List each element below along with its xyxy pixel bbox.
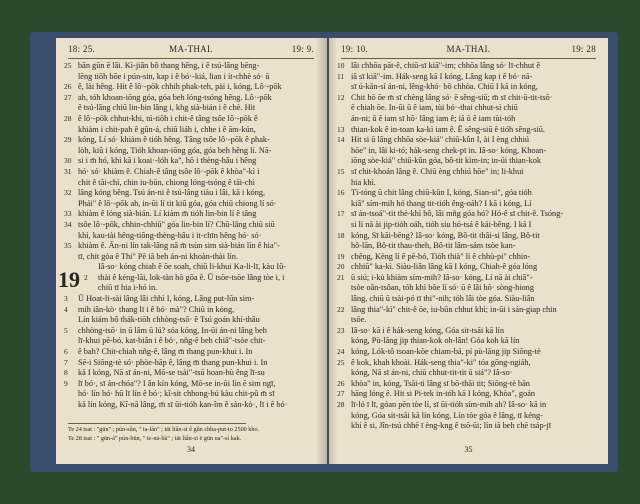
left-header-title: MA-THAI.: [169, 44, 213, 54]
verse-text: ê, lài hêng. Hit ê lô·-pōk chhih phak-teh, pài i, kóng, Lô·-pōk: [78, 82, 282, 92]
text-line: [337, 379, 602, 390]
text-line: [337, 347, 602, 358]
verse-number: 16: [337, 188, 345, 198]
text-line: [337, 252, 602, 263]
verse-number: 33: [64, 209, 72, 219]
page-number: 35: [464, 445, 473, 454]
verse-number: 8: [64, 368, 68, 378]
verse-text: kā lín kóng, Kî-nā lâng, m̄ sī ūi-tióh kan-îm ê sàn-kò·, lī i ê bó·: [78, 400, 288, 409]
verse-text: ē chiah ōe. In-ūi ū ê iam, tùi bó·-thai chhut-sì chiū: [351, 103, 518, 113]
footnote: Te 24 tsat : "gūn" ; pún-sûn, " ta-lán" ; tāt liân-sī ê gûn chha-put-to 2500 kho.: [68, 426, 260, 433]
footnote-rule: [68, 423, 246, 424]
verse-text: Ū Hoat-li-sài lâng lâi chhì I, kóng, Lâng put-lūn sim-: [78, 294, 255, 304]
verse-text: chiū tī hia i-hó in.: [98, 283, 158, 293]
text-line: [64, 347, 320, 358]
text-line: [337, 156, 602, 167]
text-line: [64, 336, 320, 347]
text-line: [337, 199, 602, 210]
text-line: [337, 336, 602, 347]
text-line: [64, 400, 320, 411]
verse-text: iā sī kiā"-im. Hák-seng kā I kóng, Lâng kap i ê bó· nā-: [351, 71, 533, 81]
verse-number: 31: [64, 166, 72, 176]
text-line: [337, 273, 602, 284]
verse-text: thài ê kéng-lāi, lok-tàn hō gōa ê. Ū tsōe-tsōe lâng tòe i, i: [98, 272, 285, 282]
verse-number: 23: [337, 325, 345, 335]
verse-number: 14: [337, 135, 345, 145]
verse-text: mih iân-kò· thang lī i ê bó· mà"? Chiū in kóng,: [78, 304, 235, 314]
text-line: [64, 61, 320, 72]
verse-text: hô-lān, Bô-tit thau-theh, Bô-tit lâm-sám tsòe kan-: [351, 241, 516, 251]
text-line: [64, 252, 320, 263]
verse-number: 30: [64, 156, 72, 166]
verse-text: tsōe.: [351, 315, 367, 325]
page-number: 34: [187, 445, 195, 454]
verse-text: tsòe oân-tsôan, tóh khì bōe lí só· ū ê lâi hō· sòng-hiong: [351, 283, 534, 293]
verse-number: 22: [337, 304, 345, 314]
verse-text: lī bó·, sī án-chóa"? I ân kín kóng, Mō-se in-ūi lín ē sim ngī,: [78, 378, 276, 388]
verse-number: 17: [337, 209, 345, 219]
verse-text: án-ni; ū ê iam sī hō· lâng iam ê; iā ū ê iam tùi-tóh: [351, 113, 516, 123]
text-line: [64, 379, 320, 390]
verse-text: hó· só· khiàm ê. Chiah-ê tâng tsôe lô·-pōk ê khòa"-kì i: [78, 166, 260, 176]
verse-text: thian-kok ê in-toan ka-kì iam ê. Ē sêng-siū ê tióh sêng-siū.: [351, 124, 546, 134]
text-line: [64, 315, 320, 326]
verse-text: si i m̄ hó, khì kā i koai·-lóh ka", hō i thèng-hâu i hêng: [78, 156, 257, 166]
text-line: [64, 178, 320, 189]
text-line: [64, 220, 320, 231]
text-line: [337, 61, 602, 72]
right-header-rule: [341, 58, 596, 59]
verse-number: 34: [64, 219, 72, 229]
verse-number: 5: [64, 325, 68, 335]
text-line: [64, 209, 320, 220]
text-line: [64, 167, 320, 178]
verse-number: 12: [337, 92, 345, 102]
left-header-rule: [68, 58, 314, 59]
verse-number: 18: [337, 230, 345, 240]
text-line: [337, 315, 602, 326]
text-line: [337, 135, 602, 146]
verse-number: 9: [64, 378, 68, 388]
verse-number: 6: [64, 347, 68, 357]
verse-number: 26: [64, 82, 72, 92]
verse-text: kóng, Sī kāi-bēng? Iâ-so· kóng, Bô-tit thâi-si lâng, Bô-tit: [351, 230, 540, 240]
verse-text: lâng thia"-kì" chit-ê ōe, iu-būn chhut khì; in-ūi i sán-giap chin: [351, 304, 557, 314]
text-line: [337, 178, 602, 189]
right-page-text: [337, 61, 602, 432]
left-page-text: [64, 61, 320, 411]
verse-text: bān gūn ē lâi. Kì-jiân bô thang hêng, i ê tsú-lâng bēng-: [78, 61, 260, 70]
text-line: [64, 273, 320, 284]
left-header-ref-end: 19: 9.: [291, 44, 314, 54]
verse-text: chêng, Kèng lí ê pē-bó, Tióh thià" lí ê chhù-pi" chhin-: [351, 251, 531, 261]
text-line: [337, 72, 602, 83]
chapter-number: 19: [58, 267, 80, 292]
verse-number: 27: [64, 92, 72, 102]
text-line: [64, 241, 320, 252]
text-line: [337, 82, 602, 93]
verse-text: kóng, Pù-lāng jip thian-kok oh-lân! Góa koh kā lín: [351, 336, 520, 346]
verse-text: sī án-tsoá"-tit thè-khì bô, lâi mñg góa hó? Hó-ê sī chit-ê. Tsóng-: [351, 209, 564, 219]
right-header-title: MA-THAI.: [446, 44, 491, 54]
verse-number: 21: [337, 272, 345, 282]
verse-text: Phái" ê lô·-pōk ah, in-ūi lí tit kiû góa, góa chiū chiong lí só·: [78, 198, 277, 208]
verse-text: lēng tiōh bōe i pún-sin, kap i ê bó·-kiá, lian i ít-chhè só· ū: [78, 71, 270, 81]
verse-text: Chit hō ōe m̄ sī chèng lâng só· ē sêng-siū; m̄ sī chit-ū-tit-tsō·: [351, 92, 553, 102]
left-header-ref-start: 18: 25.: [68, 44, 96, 54]
verse-number: 25: [64, 61, 72, 70]
verse-text: chhòng-tsō· in ū lâm ū lú? sóa kóng, In-ūi án-ni lâng beh: [78, 325, 267, 335]
text-line: [64, 114, 320, 125]
verse-number: 26: [337, 378, 345, 388]
text-line: [64, 103, 320, 114]
verse-text: lâng kóng bêng. Tsú án-ni ê tsú-lâng tiàu i lâi, kā i kóng,: [78, 188, 266, 198]
right-page-header: [341, 44, 596, 56]
text-line: [337, 220, 602, 231]
text-line: [337, 283, 602, 294]
text-line: [337, 231, 602, 242]
text-line: [64, 72, 320, 83]
verse-text: Iâ-so· kā i ê hák-seng kóng, Góa sit-tsāi kā lín: [351, 325, 504, 335]
verse-text: kā I kóng, Nā sī án-ni, Mō-se tsài"-tsū hoan-hù êng lī-su: [78, 368, 265, 378]
text-line: [337, 294, 602, 305]
left-page-header: [68, 44, 314, 56]
text-line: [337, 125, 602, 136]
verse-number: 10: [337, 61, 345, 70]
verse-text: kiâ" sím-mih hó thang tit-tióh êng-oáh? I kā i kóng, Lí: [351, 198, 532, 208]
verse-text: lâng, chiū ū tsài-pó tī thi"-nih; tóh lâi tòe góa. Siàu-liân: [351, 294, 535, 304]
text-line: [64, 199, 320, 210]
verse-text: ê tsú-lâng chiū lin-bin lâng i, khg sià-bián i ê chè. Hit: [78, 103, 256, 113]
text-line: [337, 358, 602, 369]
verse-number: 2: [84, 272, 88, 282]
verse-text: sī chit-khoán lâng ê. Chiū èng chhiú hōe" in; li-khui: [351, 166, 524, 176]
verse-text: sī ú-kān-sí án-ni, lêng-khó· bô chhòa. Chiū I kā in kóng,: [351, 82, 538, 92]
verse-text: chhiū" ka-kì. Siàu-liân lâng kā I kóng, Chiah-ê góa lóng: [351, 262, 538, 272]
verse-text: si lí nā ài jip-tióh oáh, tióh siu hó-tsá ê kái-bêng. I kā I: [351, 219, 532, 229]
verse-text: lī-ló ī lī, góan pēn tòe lí, sī ūi-tióh sím-mih ah? Iâ-so· kā in: [351, 400, 547, 409]
text-line: [337, 262, 602, 273]
verse-text: khì, kau-tài hêng-tiông-thèng-hâu i it-chīn hêng hó· só·: [78, 230, 262, 240]
verse-text: ê bah? Chit-chiah nñg-ê, lâng m̄ thang pun-khui i. In: [78, 347, 253, 357]
text-line: [64, 262, 320, 273]
verse-text: kóng, Nā sī án-ni, chiū chhut-tit-tit ū siá"? Iâ-so·: [351, 368, 513, 378]
text-line: [337, 411, 602, 422]
verse-text: khiàm ê. Ān-ni lín tak-lâng nā m̄ tsùn sim sià-bián lín ê hia"-: [78, 241, 280, 251]
verse-number: 3: [64, 294, 68, 304]
verse-text: tī, chit góa ê Thi" Pē iā beh án-ni khoàn-thài lín.: [78, 251, 238, 261]
verse-number: 13: [337, 124, 345, 134]
verse-text: iōng sòe-kiá" chiū-kûn góa, bô-tit kìm-in; in-ūi thian-kok: [351, 156, 542, 166]
right-page: [329, 38, 608, 464]
verse-number: 4: [64, 304, 68, 314]
verse-number: 15: [337, 166, 345, 176]
text-line: [64, 146, 320, 157]
text-line: [64, 305, 320, 316]
verse-text: ê kok, khah khoài. Hák-seng thia"-ki" tóa gōng-ngiáh,: [351, 357, 531, 367]
verse-text: lòh, kiû i kóng, Tióh khoan-iōng góa, góa beh hêng lí. Nā-: [78, 145, 272, 155]
left-page: [56, 38, 327, 464]
text-line: [337, 421, 602, 432]
verse-text: ū siú; i-kù khiàm sím-mih? Iâ-so· kóng, Lí nā ài chiâ"-: [351, 272, 533, 282]
verse-text: Iâ-so· kóng chiah ê ōe soah, chiū li-khui Ka-li-lī, kàu Iû-: [98, 262, 287, 272]
verse-number: 19: [337, 251, 345, 261]
verse-text: kóng, Lí só· khiàm ê tióh hêng. Tâng tsôe lô·-pōk ê phak-: [78, 135, 270, 145]
text-line: [64, 358, 320, 369]
text-line: [337, 241, 602, 252]
verse-text: kóng, Lók-tô tsoan-kōe chiam-bá, pí pù-lāng jip Siōng-tè: [351, 347, 541, 357]
verse-text: ê lô·-pōk chhut-khi, tú-tiōh i chit-ê tâng tsôe lô·-pōk ê: [78, 113, 258, 123]
text-line: [337, 209, 602, 220]
verse-text: hia khì.: [351, 177, 376, 187]
text-line: [64, 156, 320, 167]
text-line: [64, 294, 320, 305]
verse-text: khí ê si, Jîn-tsú chhē ī èng-kng ê tsō-ūi; lín iā beh chē tsáp-jī: [351, 421, 552, 431]
text-line: [337, 305, 602, 316]
text-line: [337, 326, 602, 337]
verse-number: 29: [64, 135, 72, 145]
verse-text: tsôe lô·-pōk, chhin-chhiū" góa lin-bin lí? Chū-lâng chiū siū: [78, 219, 275, 229]
text-line: [337, 167, 602, 178]
verse-text: khòa" in, kóng, Tsāi-ti lâng sī bō-thāi tit; Siōng-tè bān: [351, 378, 530, 388]
text-line: [64, 389, 320, 400]
verse-number: 11: [337, 71, 345, 81]
verse-text: lâi chhōa pāt-ê, chiū-sī kiā"-im; chhōa lâng só· lī-chhut ê: [351, 61, 541, 70]
verse-number: 20: [337, 262, 345, 272]
text-line: [337, 400, 602, 411]
text-line: [337, 103, 602, 114]
right-header-ref-start: 19: 10.: [341, 44, 369, 54]
verse-text: Hit si ū lâng chhōa sòe-kiá" chiū-kûn I, ài I èng chhiú: [351, 135, 530, 145]
verse-number: 35: [64, 241, 72, 251]
text-line: [337, 146, 602, 157]
text-line: [64, 135, 320, 146]
verse-text: hāng lóng ē. Hit si Pi-tek in-tóh kā I kóng, Khòa", goán: [351, 389, 536, 399]
right-header-ref-end: 19: 28: [571, 44, 596, 54]
verse-text: kóng, Góa sit-tsāi kā lín kóng, Lín tòe góa ê lâng, tī kéng-: [351, 410, 543, 420]
verse-text: Lín kiám bô thák-tiōh chhòng-tsō· ê Tsú goán khí-thâu: [78, 315, 260, 325]
verse-text: khiàm i chit-pah ê gûn-á, chiū liáh i, chhe i ê ām-kún,: [78, 124, 256, 134]
text-line: [64, 368, 320, 379]
verse-text: hōe" in, lâi ki-tó; hák-seng chek-pī in. Iâ-so· kóng, Khoan-: [351, 145, 547, 155]
text-line: [337, 368, 602, 379]
text-line: [337, 93, 602, 104]
verse-text: hó· lín hó· hū lī lín ê bó·; kî-sit chhong-bú kàu chit-pû m̄ sī: [78, 389, 275, 399]
text-line: [64, 231, 320, 242]
verse-number: 32: [64, 188, 72, 198]
verse-number: 28: [64, 113, 72, 123]
verse-text: Sē-i Siōng-tè só· phòe-hāp ê, lâng m̄ thang pun-khui i. In: [78, 357, 268, 367]
footnote: Te 28 tsat : " gūn-á" pún-bün, " te-nā-lià" ; tāt liân-sī ē gūn ua"-sì kak.: [68, 435, 242, 442]
verse-number: 7: [64, 357, 68, 367]
text-line: [337, 389, 602, 400]
text-line: [337, 188, 602, 199]
verse-number: 28: [337, 400, 345, 409]
verse-number: 27: [337, 389, 345, 399]
verse-text: lī-khui pē-bó, kat-biân i ê bó·, nñg-ê beh chiâ"-tsòe chit-: [78, 336, 266, 346]
verse-number: 25: [337, 357, 345, 367]
verse-text: khiàm ê lóng sià-bián. Lí kiám m̄ tióh lin-bin lí ê tâng: [78, 209, 257, 219]
text-line: [64, 93, 320, 104]
verse-text: ah, tóh khoan-iōng góa, góa beh lóng-tsóng hêng. Lô·-pōk: [78, 92, 272, 102]
verse-text: chit ê tāi-chì, chin iu-būn, chiong lóng-tsóng ê tāi-chì: [78, 177, 255, 187]
text-line: [337, 114, 602, 125]
verse-number: 24: [337, 347, 345, 357]
text-line: [64, 188, 320, 199]
verse-text: Tì-tóng ū chit lâng chiū-kûn I, kóng, Sian-si", góa tióh: [351, 188, 532, 198]
text-line: [64, 326, 320, 337]
text-line: [64, 82, 320, 93]
text-line: [64, 125, 320, 136]
text-line: [64, 283, 320, 294]
